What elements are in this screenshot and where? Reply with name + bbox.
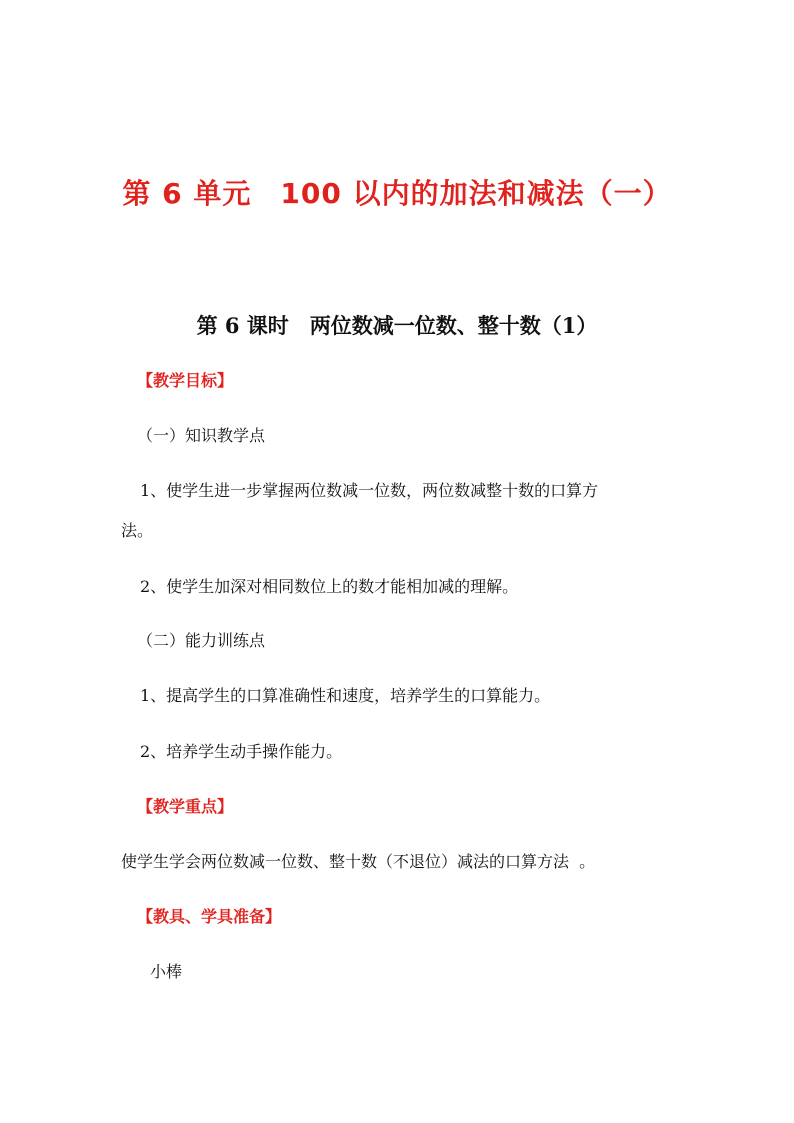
knowledge-item-2: 2、使学生加深对相同数位上的数才能相加减的理解。 [140,577,519,596]
knowledge-subheading: （一）知识教学点 [137,426,266,445]
key-points-text: 使学生学会两位数减一位数、整十数（不退位）减法的口算方法 。 [121,852,596,871]
materials-heading: 【教具、学具准备】 [137,907,282,926]
ability-item-1: 1、提高学生的口算准确性和速度，培养学生的口算能力。 [140,686,551,705]
lesson-title: 第 6 课时 两位数减一位数、整十数（1） [196,313,598,338]
knowledge-item-1-line-2: 法。 [121,521,154,540]
key-points-heading: 【教学重点】 [137,797,234,816]
ability-item-2: 2、培养学生动手操作能力。 [140,742,343,761]
objectives-heading: 【教学目标】 [137,371,234,390]
materials-text: 小棒 [150,962,183,981]
knowledge-item-1-line-1: 1、使学生进一步掌握两位数减一位数，两位数减整十数的口算方 [140,481,599,500]
ability-subheading: （二）能力训练点 [137,631,266,650]
unit-title: 第 6 单元 100 以内的加法和减法（一） [122,177,672,210]
